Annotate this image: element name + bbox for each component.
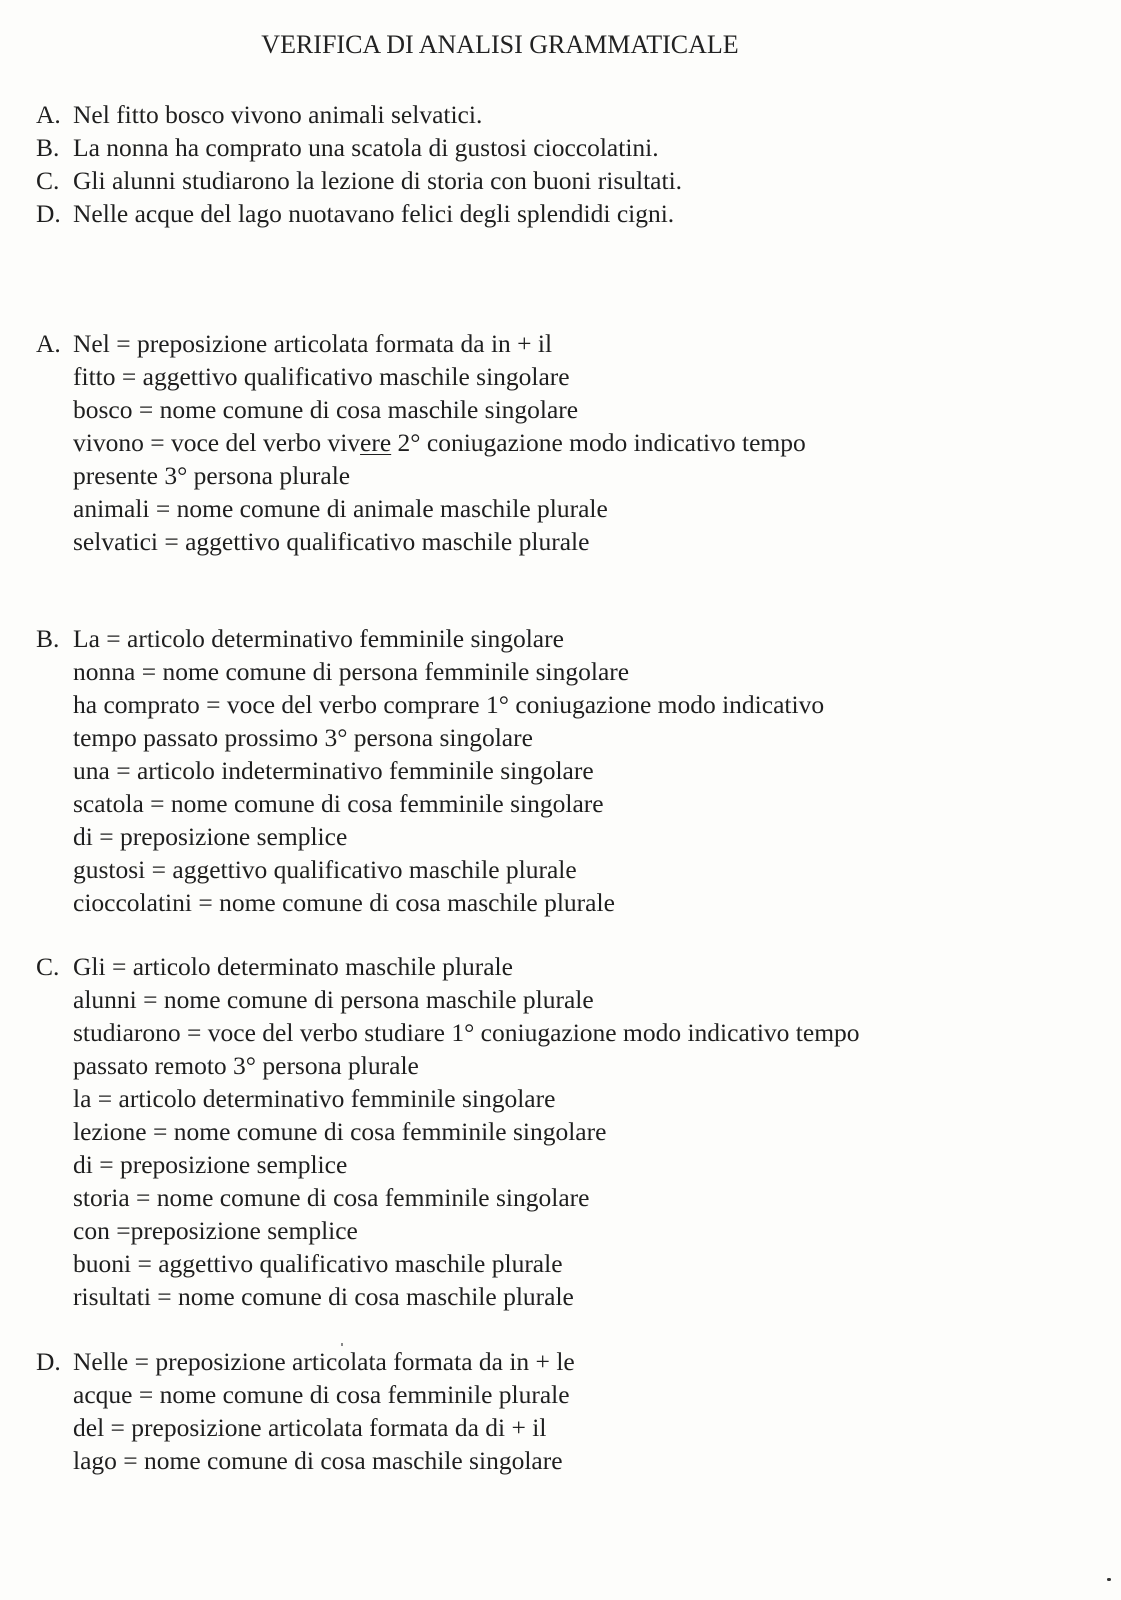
analysis-section-a <box>36 327 806 558</box>
analysis-line: studiarono = voce del verbo studiare 1° coniugazione modo indicativo tempo <box>73 1018 860 1047</box>
page-title: VERIFICA DI ANALISI GRAMMATICALE <box>261 30 739 59</box>
analysis-line: ha comprato = voce del verbo comprare 1° coniugazione modo indicativo <box>73 690 825 719</box>
analysis-text: Gli = articolo determinato maschile plurale <box>73 952 513 981</box>
analysis-line: bosco = nome comune di cosa maschile singolare <box>73 395 579 424</box>
analysis-line: cioccolatini = nome comune di cosa maschile plurale <box>73 888 615 917</box>
analysis-text: 2° coniugazione modo indicativo tempo <box>391 428 806 457</box>
sentence-text: La nonna ha comprato una scatola di gustosi cioccolatini. <box>73 133 659 162</box>
sentence-label: C. <box>36 166 60 195</box>
section-label: C. <box>36 952 60 981</box>
analysis-line: storia = nome comune di cosa femminile singolare <box>73 1183 590 1212</box>
analysis-line: di = preposizione semplice <box>73 1150 348 1179</box>
analysis-line <box>36 950 860 983</box>
analysis-line: scatola = nome comune di cosa femminile singolare <box>73 789 604 818</box>
analysis-text: Nelle = preposizione articolata formata da in + le <box>73 1347 575 1376</box>
sentence-item <box>36 164 682 197</box>
analysis-line: selvatici = aggettivo qualificativo maschile plurale <box>73 527 590 556</box>
analysis-text: La = articolo determinativo femminile singolare <box>73 624 564 653</box>
sentence-item <box>36 131 682 164</box>
analysis-line: nonna = nome comune di persona femminile singolare <box>73 657 630 686</box>
analysis-section-c <box>36 950 860 1313</box>
sentence-label: B. <box>36 133 60 162</box>
analysis-line: animali = nome comune di animale maschile plurale <box>73 494 608 523</box>
section-label: D. <box>36 1347 61 1376</box>
sentence-text: Nelle acque del lago nuotavano felici degli splendidi cigni. <box>73 199 675 228</box>
analysis-line: gustosi = aggettivo qualificativo maschile plurale <box>73 855 577 884</box>
analysis-line: acque = nome comune di cosa femminile plurale <box>73 1380 570 1409</box>
analysis-line: lago = nome comune di cosa maschile singolare <box>73 1446 563 1475</box>
analysis-line: una = articolo indeterminativo femminile singolare <box>73 756 594 785</box>
analysis-line: tempo passato prossimo 3° persona singolare <box>73 723 533 752</box>
analysis-line <box>36 622 824 655</box>
analysis-line: passato remoto 3° persona plurale <box>73 1051 419 1080</box>
analysis-line <box>36 327 806 360</box>
analysis-text: Nel = preposizione articolata formata da in + il <box>73 329 553 358</box>
sentence-list <box>36 98 682 230</box>
analysis-line: fitto = aggettivo qualificativo maschile singolare <box>73 362 570 391</box>
analysis-line: del = preposizione articolata formata da di + il <box>73 1413 547 1442</box>
scan-mark <box>1107 1578 1111 1581</box>
analysis-line: di = preposizione semplice <box>73 822 348 851</box>
sentence-text: Nel fitto bosco vivono animali selvatici. <box>73 100 483 129</box>
analysis-line: alunni = nome comune di persona maschile plurale <box>73 985 594 1014</box>
analysis-line: buoni = aggettivo qualificativo maschile plurale <box>73 1249 563 1278</box>
analysis-section-b <box>36 622 824 919</box>
analysis-line: con =preposizione semplice <box>73 1216 358 1245</box>
analysis-text: vivono = voce del verbo viv <box>73 428 361 457</box>
sentence-label: A. <box>36 100 61 129</box>
sentence-item <box>36 197 682 230</box>
analysis-line: la = articolo determinativo femminile singolare <box>73 1084 556 1113</box>
analysis-line <box>36 426 806 459</box>
analysis-line: presente 3° persona plurale <box>73 461 351 490</box>
analysis-line <box>36 1345 575 1378</box>
section-label: B. <box>36 624 60 653</box>
section-label: A. <box>36 329 61 358</box>
analysis-line: lezione = nome comune di cosa femminile singolare <box>73 1117 607 1146</box>
analysis-section-d <box>36 1345 575 1477</box>
analysis-line: risultati = nome comune di cosa maschile plurale <box>73 1282 574 1311</box>
sentence-label: D. <box>36 199 61 228</box>
sentence-item <box>36 98 682 131</box>
scan-speck <box>341 1343 343 1346</box>
underlined-verb-ending: ere <box>360 428 392 457</box>
sentence-text: Gli alunni studiarono la lezione di storia con buoni risultati. <box>73 166 683 195</box>
